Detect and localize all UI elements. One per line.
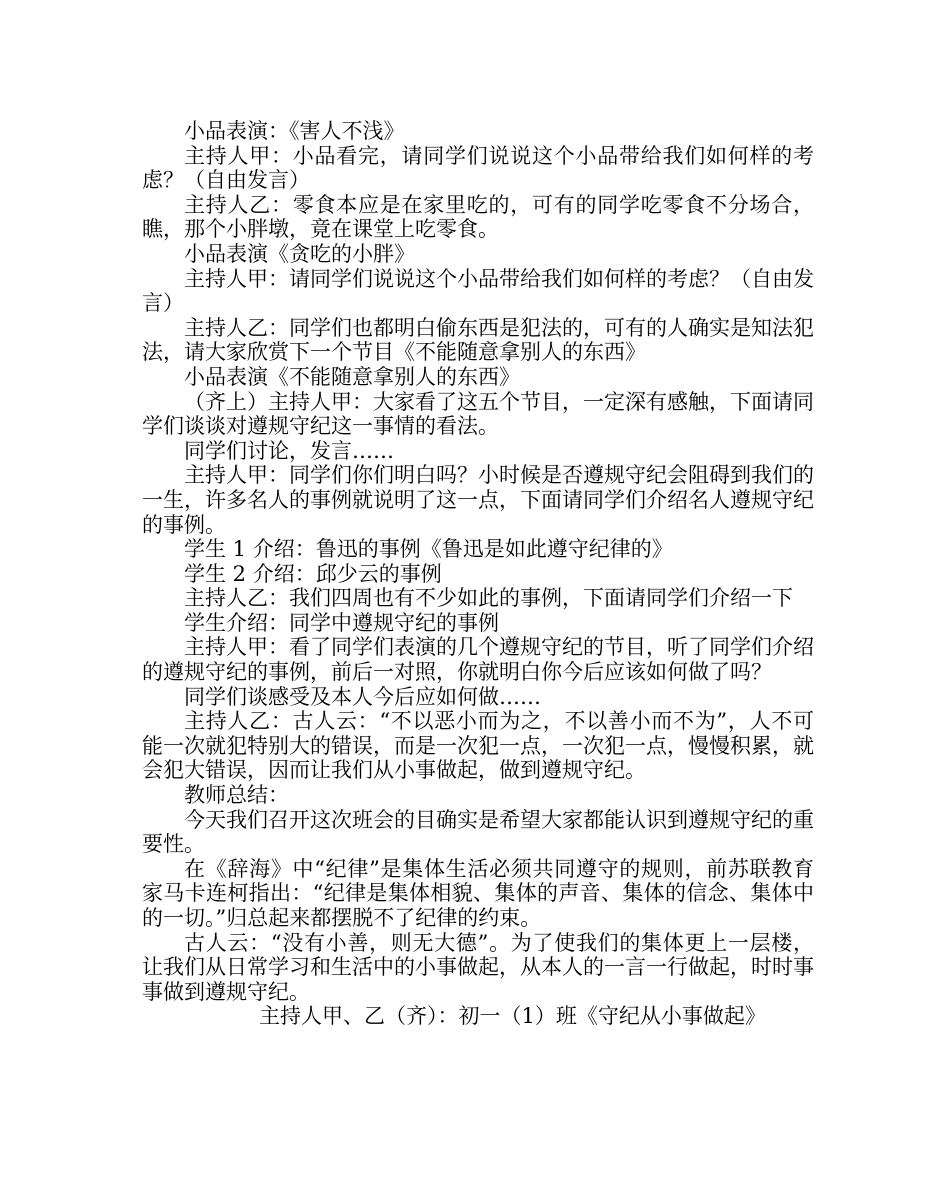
- closing-line: 主持人甲、乙（齐）：初一（1）班《守纪从小事做起》: [259, 1004, 766, 1029]
- paragraph-discussion: 同学们讨论，发言……: [184, 438, 394, 463]
- paragraph-host-b-stealing: 主持人乙：同学们也都明白偷东西是犯法的，可有的人确实是知法犯法，请大家欣赏下一个节目《不能随意拿别人的东西》: [142, 315, 814, 365]
- paragraph-feelings: 同学们谈感受及本人今后应如何做……: [184, 684, 541, 709]
- paragraph-host-b-ancient: 主持人乙：古人云：“不以恶小而为之，不以善小而不为”，人不可能一次就犯特别大的错误，而是一次犯一点，一次犯一点，慢慢积累，就会犯大错误，因而让我们从小事做起，做到遵规守纪。: [142, 709, 814, 783]
- document-body: [142, 119, 814, 1029]
- paragraph-host-a-compare: 主持人甲：看了同学们表演的几个遵规守纪的节目，听了同学们介绍的遵规守纪的事例，前后一对照，你就明白你今后应该如何做了吗？: [142, 635, 814, 685]
- paragraph-student-intro: 学生介绍：同学中遵规守纪的事例: [184, 610, 499, 635]
- paragraph-cihai: 在《辞海》中“纪律”是集体生活必须共同遵守的规则，前苏联教育家马卡连柯指出：“纪律是集体相貌、集体的声音、集体的信念、集体中的一切。”归总起来都摆脱不了纪律的约束。: [142, 856, 814, 930]
- paragraph-host-a-five-shows: （齐上）主持人甲：大家看了这五个节目，一定深有感触，下面请同学们谈谈对遵规守纪这一事情的看法。: [142, 389, 814, 439]
- paragraph-host-a-reflection: 主持人甲：小品看完，请同学们说说这个小品带给我们如何样的考虑？（自由发言）: [142, 143, 814, 193]
- paragraph-student-2: 学生 2 介绍：邱少云的事例: [184, 561, 442, 586]
- paragraph-host-a-famous: 主持人甲：同学们你们明白吗？小时候是否遵规守纪会阻碍到我们的一生，许多名人的事例就说明了这一点，下面请同学们介绍名人遵规守纪的事例。: [142, 463, 814, 537]
- paragraph-host-b-snacks: 主持人乙：零食本应是在家里吃的，可有的同学吃零食不分场合，瞧，那个小胖墩，竟在课堂上吃零食。: [142, 192, 814, 242]
- paragraph-ancient-saying: 古人云：“没有小善，则无大德”。为了使我们的集体更上一层楼，让我们从日常学习和生活中的小事做起，从本人的一言一行做起，时时事事做到遵规守纪。: [142, 930, 814, 1004]
- paragraph-skit-taking: 小品表演《不能随意拿别人的东西》: [184, 364, 520, 389]
- paragraph-skit-greedy: 小品表演《贪吃的小胖》: [184, 241, 415, 266]
- paragraph-student-1: 学生 1 介绍：鲁迅的事例《鲁迅是如此遵守纪律的》: [184, 537, 673, 562]
- paragraph-host-a-reflection-2: 主持人甲：请同学们说说这个小品带给我们如何样的考虑？（自由发言）: [142, 266, 814, 316]
- paragraph-host-b-examples: 主持人乙：我们四周也有不少如此的事例，下面请同学们介绍一下: [184, 586, 793, 611]
- paragraph-purpose: 今天我们召开这次班会的目确实是希望大家都能认识到遵规守纪的重要性。: [142, 807, 814, 857]
- paragraph-skit-harm: 小品表演：《害人不浅》: [184, 119, 405, 143]
- paragraph-teacher-summary: 教师总结：: [184, 783, 289, 808]
